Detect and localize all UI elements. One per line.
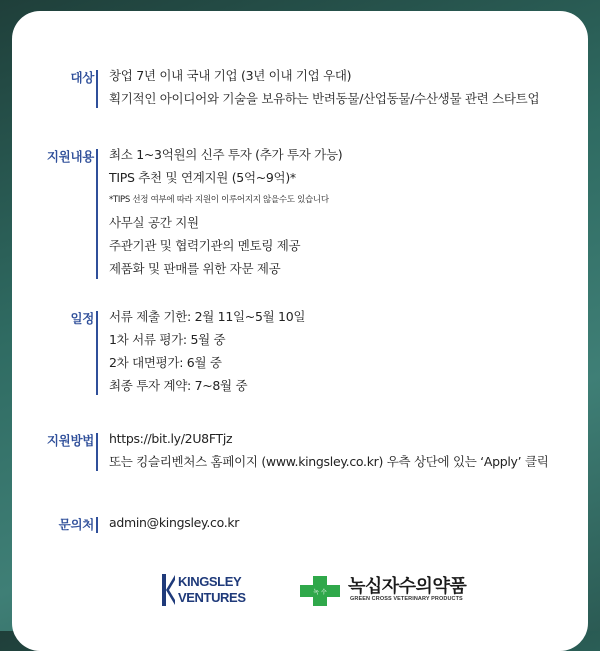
kingsley-logo-line2: VENTURES: [178, 590, 246, 605]
support-line: 제품화 및 판매를 위한 자문 제공: [109, 261, 281, 276]
schedule-line: 최종 투자 계약: 7~8월 중: [109, 378, 248, 393]
section-content: [109, 143, 342, 280]
section-divider: [96, 70, 98, 108]
apply-line: 또는 킹슬리벤처스 홈페이지 (www.kingsley.co.kr) 우측 상단에 있는 ‘Apply’ 클릭: [109, 454, 549, 469]
section-label: 지원방법: [46, 433, 94, 448]
support-note: *TIPS 선정 여부에 따라 지원이 이루어지지 않을수도 있습니다: [109, 195, 329, 205]
schedule-line: 1차 서류 평가: 5월 중: [109, 332, 226, 347]
green-cross-icon: [300, 576, 340, 606]
kingsley-logo-line1: KINGSLEY: [178, 574, 242, 589]
target-line: 획기적인 아이디어와 기술을 보유하는 반려동물/산업동물/수산생물 관련 스타트업: [109, 91, 540, 106]
apply-link[interactable]: https://bit.ly/2U8FTjz: [109, 431, 233, 446]
section-label: 일정: [70, 311, 94, 326]
section-label: 지원내용: [46, 149, 94, 164]
schedule-line: 서류 제출 기한: 2월 11일~5월 10일: [109, 309, 306, 324]
schedule-line: 2차 대면평가: 6월 중: [109, 355, 222, 370]
support-line: 최소 1~3억원의 신주 투자 (추가 투자 가능): [109, 147, 343, 162]
info-card: [12, 11, 588, 651]
section-content: [109, 511, 239, 534]
footer-logos: [12, 569, 588, 619]
greencross-subtitle: GREEN CROSS VETERINARY PRODUCTS: [350, 596, 463, 602]
support-line: 주관기관 및 협력기관의 멘토링 제공: [109, 238, 301, 253]
section-divider: [96, 311, 98, 395]
section-divider: [96, 433, 98, 471]
section-divider: [96, 149, 98, 279]
section-divider: [96, 517, 98, 533]
target-line: 창업 7년 이내 국내 기업 (3년 이내 기업 우대): [109, 68, 352, 83]
support-line: TIPS 추천 및 연계지원 (5억~9억)*: [109, 170, 296, 185]
green-cross-label: 녹 수: [313, 589, 327, 596]
contact-email[interactable]: admin@kingsley.co.kr: [109, 515, 240, 530]
greencross-name: 녹십자수의약품: [348, 576, 467, 597]
section-content: [109, 427, 549, 473]
greencross-logo: [300, 574, 500, 608]
support-line: 사무실 공간 지원: [109, 215, 199, 230]
section-content: [109, 305, 305, 397]
kingsley-logo-text: [178, 574, 246, 606]
section-label: 대상: [70, 70, 94, 85]
kingsley-k-icon: [162, 574, 176, 606]
section-label: 문의처: [58, 517, 94, 532]
section-content: [109, 64, 539, 110]
